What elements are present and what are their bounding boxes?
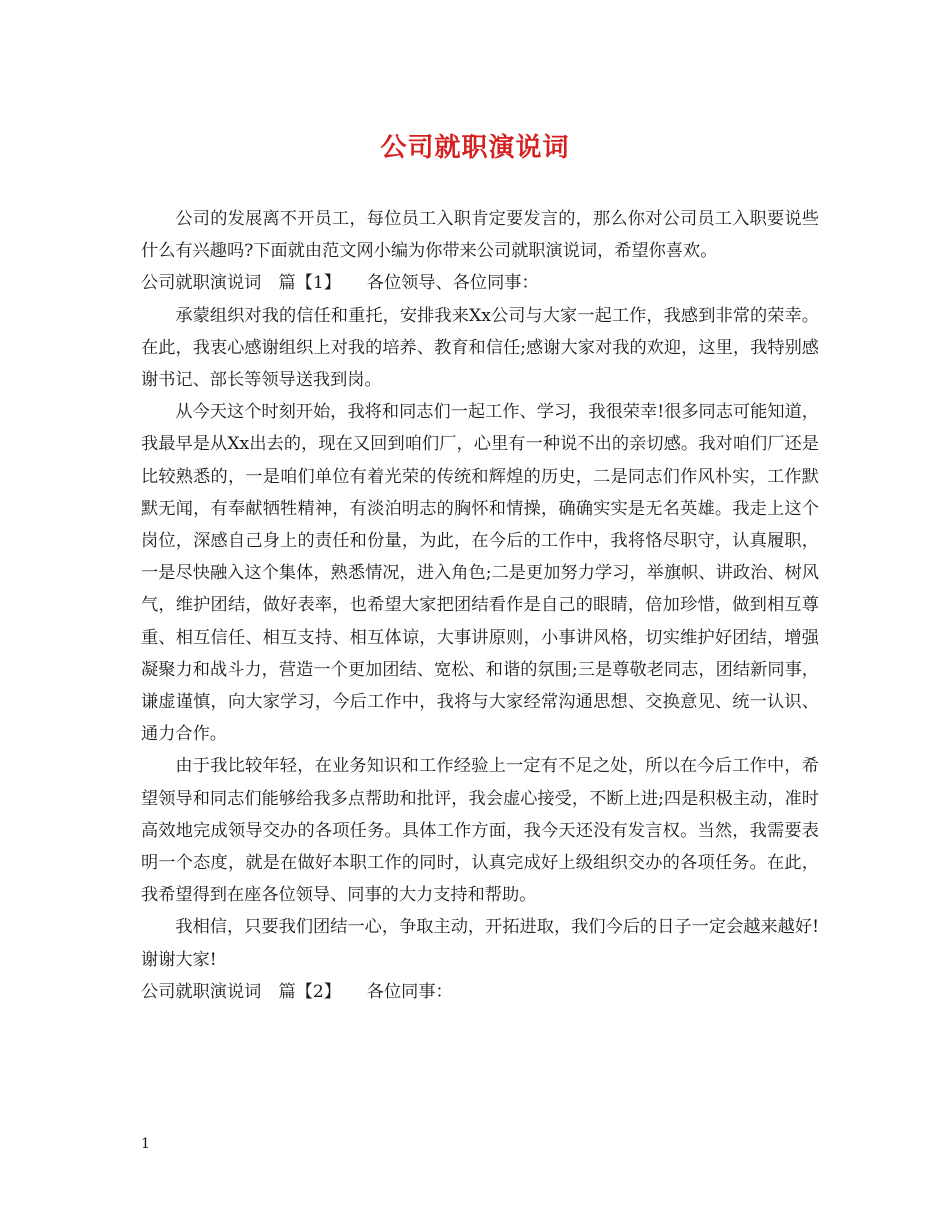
body-paragraph: 从今天这个时刻开始，我将和同志们一起工作、学习，我很荣幸!很多同志可能知道，我最早是从Xx出去的，现在又回到咱们厂，心里有一种说不出的亲切感。我对咱们厂还是比较熟悉的，一是咱们单位有着光荣的传统和辉煌的历史，二是同志们作风朴实，工作默默无闻，有奉献牺牲精神，有淡泊明志的胸怀和情操，确确实实是无名英雄。我走上这个岗位，深感自己身上的责任和份量，为此，在今后的工作中，我将恪尽职守，认真履职，一是尽快融入这个集体，熟悉情况，进入角色;二是更加努力学习，举旗帜、讲政治、树风气，维护团结，做好表率，也希望大家把团结看作是自己的眼睛，倍加珍惜，做到相互尊重、相互信任、相互支持、相互体谅，大事讲原则，小事讲风格，切实维护好团结，增强凝聚力和战斗力，营造一个更加团结、宽松、和谐的氛围;三是尊敬老同志，团结新同事，谦虚谨慎，向大家学习，今后工作中，我将与大家经常沟通思想、交换意见、统一认识、通力合作。	[141, 402, 819, 745]
document-body	[141, 203, 819, 1008]
body-paragraph: 我相信，只要我们团结一心，争取主动，开拓进取，我们今后的日子一定会越来越好!谢谢大家!	[141, 917, 819, 970]
section-heading-1: 公司就职演说词 篇【1】 各位领导、各位同事：	[141, 273, 539, 294]
intro-paragraph: 公司的发展离不开员工，每位员工入职肯定要发言的，那么你对公司员工入职要说些什么有兴趣吗?下面就由范文网小编为你带来公司就职演说词，希望你喜欢。	[141, 209, 819, 262]
body-paragraph: 由于我比较年轻，在业务知识和工作经验上一定有不足之处，所以在今后工作中，希望领导和同志们能够给我多点帮助和批评，我会虚心接受，不断上进;四是积极主动，准时高效地完成领导交办的各项任务。具体工作方面，我今天还没有发言权。当然，我需要表明一个态度，就是在做好本职工作的同时，认真完成好上级组织交办的各项任务。在此，我希望得到在座各位领导、同事的大力支持和帮助。	[141, 756, 819, 906]
body-paragraph: 承蒙组织对我的信任和重托，安排我来Xx公司与大家一起工作，我感到非常的荣幸。在此，我衷心感谢组织上对我的培养、教育和信任;感谢大家对我的欢迎，这里，我特别感谢书记、部长等领导送我到岗。	[141, 305, 819, 391]
page-number: 1	[141, 1136, 150, 1152]
page-title: 公司就职演说词	[380, 133, 570, 163]
section-heading-2: 公司就职演说词 篇【2】 各位同事：	[141, 981, 453, 1002]
